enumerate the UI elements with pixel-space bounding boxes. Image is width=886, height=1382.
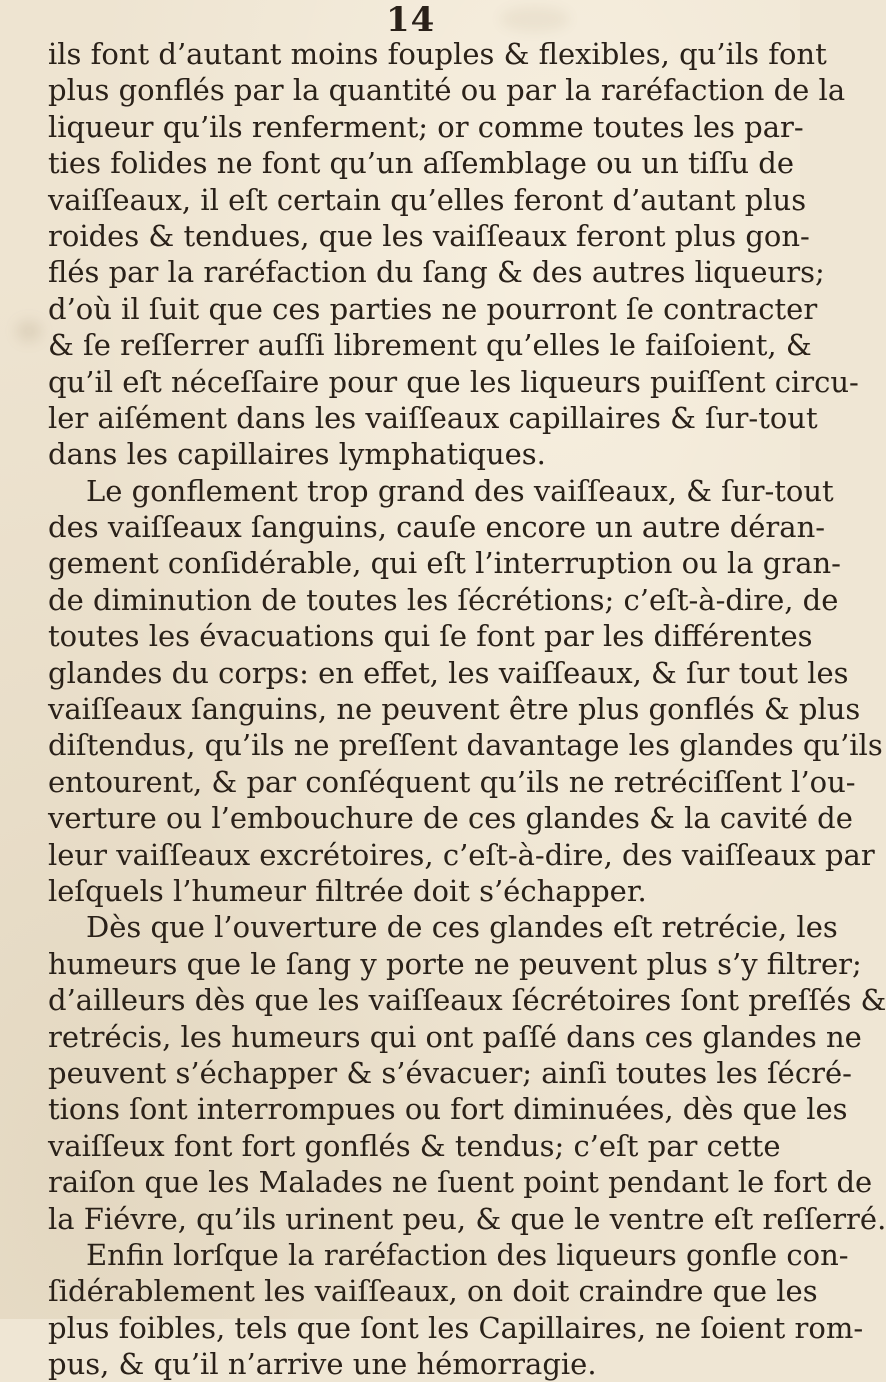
text-line: d’où il ſuit que ces parties ne pourront ſe contracter — [48, 291, 818, 326]
text-line: la Fiévre, qu’ils urinent peu, & que le ventre eſt reſſerré. — [48, 1201, 886, 1236]
text-line: leur vaiſſeaux excrétoires, c’eſt-à-dire, des vaiſſeaux par — [48, 837, 875, 872]
text-line: vaiſſeux font fort gonflés & tendus; c’eſt par cette — [48, 1128, 781, 1163]
text-line: d’ailleurs dès que les vaiſſeaux ſécrétoires ſont preſſés & — [48, 983, 886, 1018]
text-line: flés par la raréfaction du ſang & des autres liqueurs; — [48, 255, 825, 290]
text-line: glandes du corps: en effet, les vaiſſeaux, & ſur tout les — [48, 655, 849, 690]
text-line: roides & tendues, que les vaiſſeaux feront plus gon- — [48, 218, 810, 253]
text-line: retrécis, les humeurs qui ont paſſé dans ces glandes ne — [48, 1019, 862, 1054]
text-line: des vaiſſeaux ſanguins, cauſe encore un autre déran- — [48, 510, 826, 545]
text-line: plus gonflés par la quantité ou par la raréfaction de la — [48, 73, 846, 108]
text-line: leſquels l’humeur filtrée doit s’échapper. — [48, 873, 647, 908]
text-line: ler aiſément dans les vaiſſeaux capillaires & ſur-tout — [48, 400, 818, 435]
text-line: de diminution de toutes les ſécrétions; c’eſt-à-dire, de — [48, 582, 839, 617]
text-line: entourent, & par conſéquent qu’ils ne retréciſſent l’ou- — [48, 764, 856, 799]
text-line: tions ſont interrompues ou fort diminuées, dès que les — [48, 1092, 848, 1127]
text-line: humeurs que le ſang y porte ne peuvent plus s’y filtrer; — [48, 946, 862, 981]
paper-stain — [16, 320, 42, 342]
text-line: pus, & qu’il n’arrive une hémorragie. — [48, 1347, 597, 1382]
text-line: plus foibles, tels que ſont les Capillaires, ne ſoient rom- — [48, 1310, 864, 1345]
paragraph-start-line: Le gonflement trop grand des vaiſſeaux, & ſur-tout — [86, 473, 834, 508]
paper-stain — [500, 6, 570, 32]
text-line: ties folides ne font qu’un aſſemblage ou un tiſſu de — [48, 146, 795, 181]
text-line: verture ou l’embouchure de ces glandes & la cavité de — [48, 801, 853, 836]
text-line: raiſon que les Malades ne ſuent point pendant le fort de — [48, 1165, 873, 1200]
text-line: gement conſidérable, qui eſt l’interruption ou la gran- — [48, 546, 841, 581]
text-line: ils font d’autant moins fouples & flexibles, qu’ils font — [48, 37, 827, 71]
text-line: toutes les évacuations qui ſe font par les différentes — [48, 619, 813, 654]
text-line: peuvent s’échapper & s’évacuer; ainſi toutes les ſécré- — [48, 1055, 852, 1090]
page-number: 14 — [386, 0, 436, 40]
text-line: & ſe reſſerrer auſſi librement qu’elles le faiſoient, & — [48, 328, 812, 363]
text-line: liqueur qu’ils renferment; or comme toutes les par- — [48, 109, 804, 144]
paragraph-start-line: Enfin lorſque la raréfaction des liqueurs gonfle con- — [86, 1237, 849, 1272]
text-line: vaiſſeaux ſanguins, ne peuvent être plus gonflés & plus — [48, 692, 861, 727]
text-line: vaiſſeaux, il eſt certain qu’elles feront d’autant plus — [48, 182, 807, 217]
body-text — [48, 36, 886, 1382]
paragraph-start-line: Dès que l’ouverture de ces glandes eſt retrécie, les — [86, 910, 838, 945]
text-line: diſtendus, qu’ils ne preſſent davantage les glandes qu’ils — [48, 728, 883, 763]
text-line: dans les capillaires lymphatiques. — [48, 437, 546, 472]
text-line: ſidérablement les vaiſſeaux, on doit craindre que les — [48, 1274, 818, 1309]
text-line: qu’il eſt néceſſaire pour que les liqueurs puiſſent circu- — [48, 364, 859, 399]
